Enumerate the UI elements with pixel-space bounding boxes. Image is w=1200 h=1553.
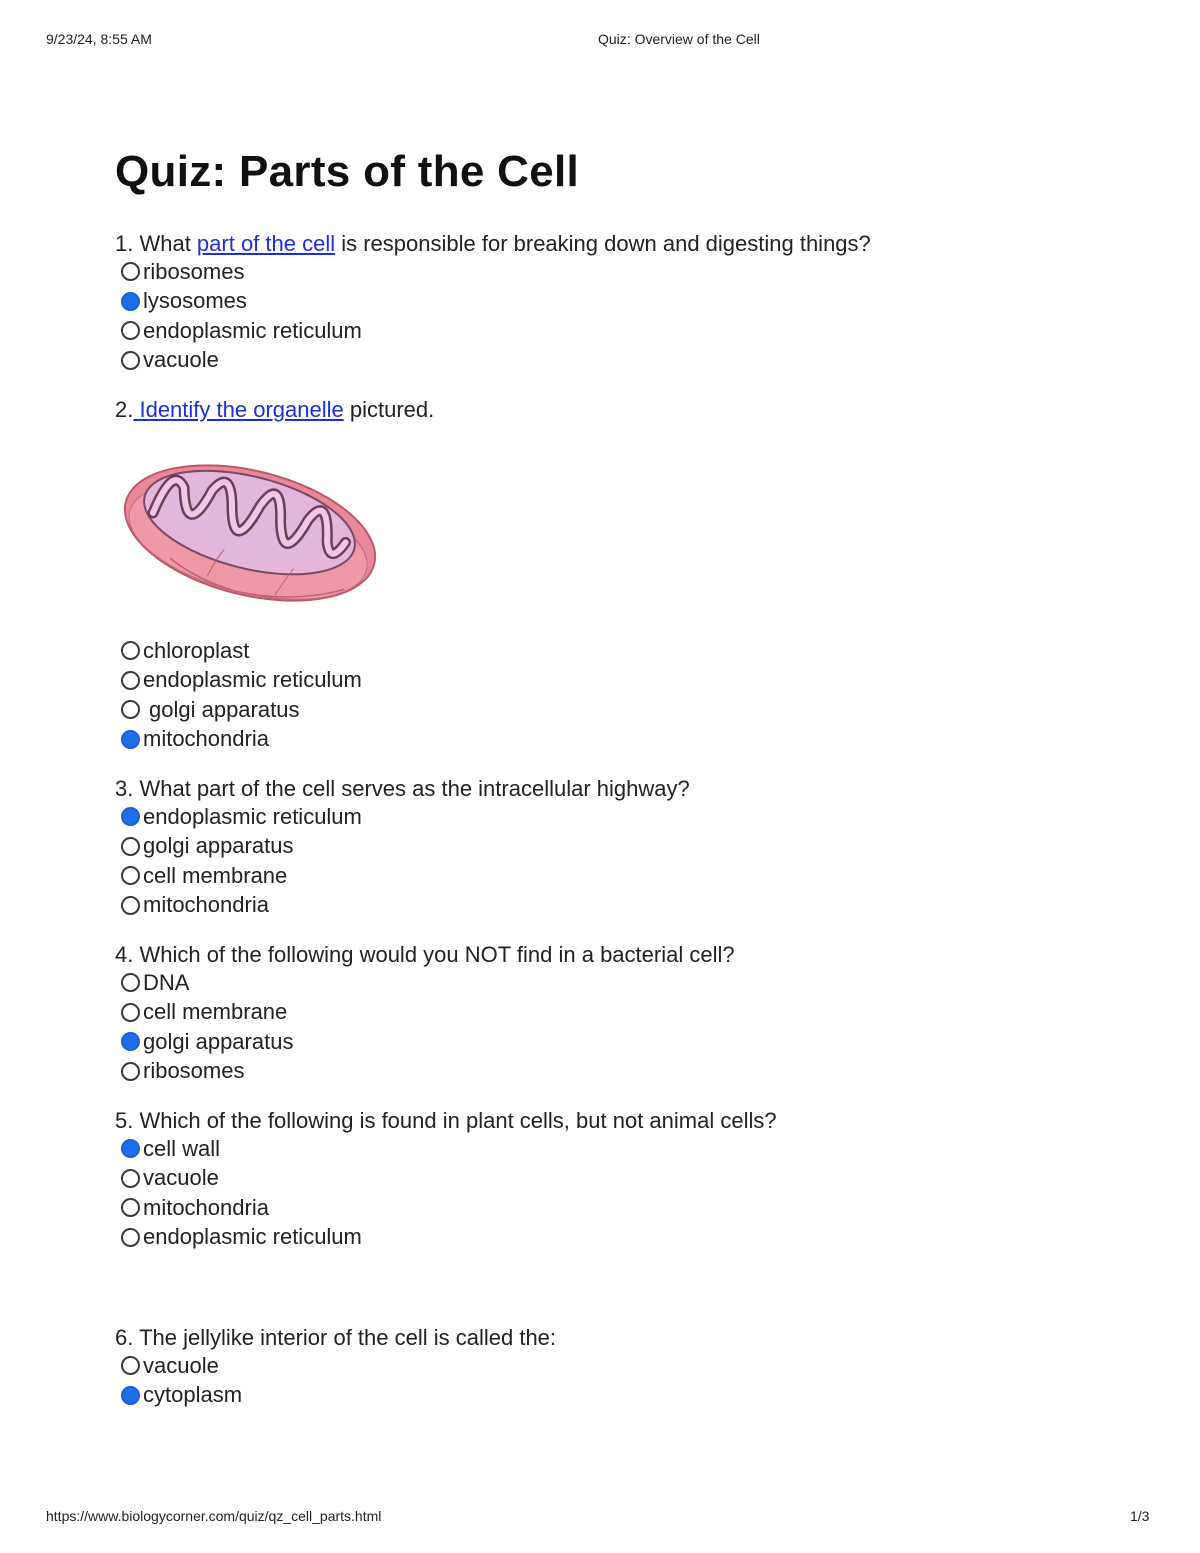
- question-3: [115, 775, 875, 920]
- radio-unchecked-icon[interactable]: [121, 837, 140, 856]
- question-1: [115, 230, 875, 375]
- print-datetime: 9/23/24, 8:55 AM: [46, 31, 152, 47]
- question-text: 3. What part of the cell serves as the intracellular highway?: [115, 776, 690, 801]
- option-cell-membrane[interactable]: cell membrane: [115, 998, 875, 1028]
- option-chloroplast[interactable]: chloroplast: [115, 636, 875, 666]
- option-endoplasmic-reticulum[interactable]: endoplasmic reticulum: [115, 316, 875, 346]
- radio-unchecked-icon[interactable]: [121, 1356, 140, 1375]
- radio-checked-icon[interactable]: [121, 1032, 140, 1051]
- question-text: 5. Which of the following is found in plant cells, but not animal cells?: [115, 1108, 777, 1133]
- question-text: 4. Which of the following would you NOT find in a bacterial cell?: [115, 942, 735, 967]
- question-2: [115, 396, 875, 754]
- option-vacuole[interactable]: vacuole: [115, 346, 875, 376]
- option-golgi-apparatus[interactable]: golgi apparatus: [115, 695, 875, 725]
- radio-unchecked-icon[interactable]: [121, 896, 140, 915]
- option-ribosomes[interactable]: ribosomes: [115, 257, 875, 287]
- radio-unchecked-icon[interactable]: [121, 700, 140, 719]
- radio-unchecked-icon[interactable]: [121, 973, 140, 992]
- question-text: 2. Identify the organelle pictured.: [115, 397, 435, 422]
- option-endoplasmic-reticulum[interactable]: endoplasmic reticulum: [115, 1223, 875, 1253]
- question-6: [115, 1324, 875, 1410]
- question-text: 1. What part of the cell is responsible for breaking down and digesting things?: [115, 231, 871, 256]
- radio-checked-icon[interactable]: [121, 292, 140, 311]
- option-mitochondria[interactable]: mitochondria: [115, 1193, 875, 1223]
- question-5: [115, 1107, 875, 1252]
- print-url: https://www.biologycorner.com/quiz/qz_cell_parts.html: [46, 1508, 382, 1524]
- option-ribosomes[interactable]: ribosomes: [115, 1057, 875, 1087]
- radio-unchecked-icon[interactable]: [121, 351, 140, 370]
- option-endoplasmic-reticulum[interactable]: endoplasmic reticulum: [115, 802, 875, 832]
- question-4: [115, 941, 875, 1086]
- option-vacuole[interactable]: vacuole: [115, 1351, 875, 1381]
- quiz-content: [115, 146, 875, 1410]
- option-mitochondria[interactable]: mitochondria: [115, 725, 875, 755]
- option-endoplasmic-reticulum[interactable]: endoplasmic reticulum: [115, 666, 875, 696]
- option-mitochondria[interactable]: mitochondria: [115, 891, 875, 921]
- radio-checked-icon[interactable]: [121, 730, 140, 749]
- identify-organelle-link[interactable]: Identify the organelle: [133, 397, 344, 422]
- option-cell-wall[interactable]: cell wall: [115, 1134, 875, 1164]
- question-text: 6. The jellylike interior of the cell is called the:: [115, 1325, 557, 1350]
- option-golgi-apparatus[interactable]: golgi apparatus: [115, 1027, 875, 1057]
- radio-unchecked-icon[interactable]: [121, 671, 140, 690]
- option-golgi-apparatus[interactable]: golgi apparatus: [115, 832, 875, 862]
- option-cell-membrane[interactable]: cell membrane: [115, 861, 875, 891]
- option-lysosomes[interactable]: lysosomes: [115, 287, 875, 317]
- print-page-title: Quiz: Overview of the Cell: [598, 31, 760, 47]
- option-dna[interactable]: DNA: [115, 968, 875, 998]
- radio-unchecked-icon[interactable]: [121, 1169, 140, 1188]
- part-of-cell-link[interactable]: part of the cell: [196, 231, 336, 256]
- radio-unchecked-icon[interactable]: [121, 1228, 140, 1247]
- radio-unchecked-icon[interactable]: [121, 1003, 140, 1022]
- option-cytoplasm[interactable]: cytoplasm: [115, 1381, 875, 1411]
- page-title: Quiz: Parts of the Cell: [115, 147, 580, 196]
- radio-unchecked-icon[interactable]: [121, 321, 140, 340]
- mitochondria-image: [119, 445, 381, 621]
- radio-checked-icon[interactable]: [121, 1386, 140, 1405]
- print-page-number: 1/3: [1130, 1508, 1150, 1524]
- radio-unchecked-icon[interactable]: [121, 641, 140, 660]
- radio-checked-icon[interactable]: [121, 807, 140, 826]
- radio-unchecked-icon[interactable]: [121, 1198, 140, 1217]
- radio-unchecked-icon[interactable]: [121, 262, 140, 281]
- option-vacuole[interactable]: vacuole: [115, 1164, 875, 1194]
- radio-checked-icon[interactable]: [121, 1139, 140, 1158]
- radio-unchecked-icon[interactable]: [121, 866, 140, 885]
- radio-unchecked-icon[interactable]: [121, 1062, 140, 1081]
